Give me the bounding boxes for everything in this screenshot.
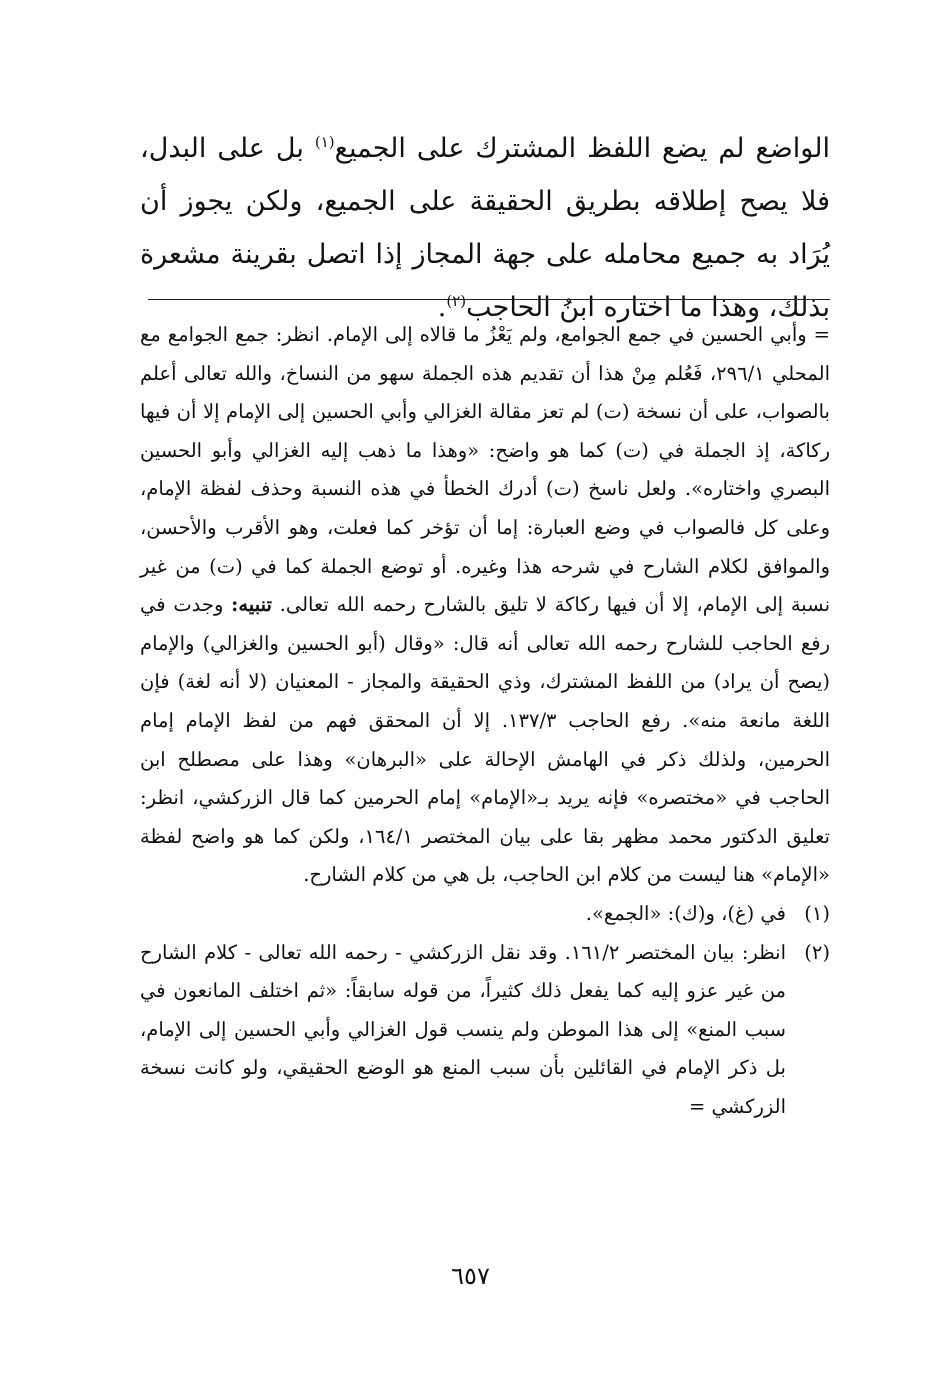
main-paragraph bbox=[140, 122, 830, 334]
footnote-continuation bbox=[140, 316, 830, 895]
footnote-1 bbox=[140, 895, 830, 934]
footnote-separator bbox=[148, 299, 830, 300]
tanbih-text: وجدت في رفع الحاجب للشارح رحمه الله تعالى أنه قال: «وقال (أبو الحسين والغزالي) والإمام (يصح أن يراد) من اللفظ المشترك، وذي الحقيقة والمجاز - المعنيان (لا أنه لغة) فإن اللغة مانعة منه». رفع الحاجب ١٣٧/٣. إلا أن المحقق فهم من لفظ الإمام إمام الحرمين، ولذلك ذكر في الهامش الإحالة على «البرهان» وهذا على مصطلح ابن الحاجب في «مختصره» فإنه يريد بـ«الإمام» إمام الحرمين كما قال الزركشي، انظر: تعليق الدكتور محمد مظهر بقا على بيان المختصر ١٦٤/١، ولكن كما هو واضح لفظة «الإمام» هنا ليست من كلام ابن الحاجب، بل هي من كلام الشارح. bbox=[140, 593, 830, 887]
footnote-2-number: (٢) bbox=[804, 940, 830, 964]
main-text bbox=[140, 122, 830, 334]
page-number: ٦٥٧ bbox=[451, 1262, 490, 1290]
footnote-continuation-text: = وأبي الحسين في جمع الجوامع، ولم يَعْزُ ما قالاه إلى الإمام. انظر: جمع الجوامع مع المحلي ٢٩٦/١، فَعُلم مِنْ هذا أن تقديم هذه الجملة سهو من النساخ، والله تعالى أعلم بالصواب، على أن نسخة (ت) لم تعز مقالة الغزالي وأبي الحسين إلى الإمام إلا أن فيها ركاكة، إذ الجملة في (ت) كما هو واضح: «وهذا ما ذهب إليه الغزالي وأبو الحسين البصري واختاره». ولعل ناسخ (ت) أدرك الخطأ في هذه النسبة وحذف لفظة الإمام، وعلى كل فالصواب في وضع العبارة: إما أن تؤخر كما فعلت، وهو الأقرب والأحسن، والموافق لكلام الشارح في شرحه هذا وغيره. أو توضع الجملة كما في (ت) من غير نسبة إلى الإمام، إلا أن فيها ركاكة لا تليق بالشارح رحمه الله تعالى. bbox=[140, 323, 830, 617]
footnotes-section bbox=[140, 316, 830, 1126]
footnote-ref-2[interactable]: (٢) bbox=[446, 292, 467, 310]
footnote-ref-1[interactable]: (١) bbox=[314, 133, 335, 151]
footnote-2-text: انظر: بيان المختصر ١٦١/٢. وقد نقل الزركشي - رحمه الله تعالى - كلام الشارح من غير عزو إليه كما يفعل ذلك كثيراً، من قوله سابقاً: «ثم اختلف المانعون في سبب المنع» إلى هذا الموطن ولم ينسب قول الغزالي وأبي الحسين إلى الإمام، بل ذكر الإمام في القائلين بأن سبب المنع هو الوضع الحقيقي، ولو كانت نسخة الزركشي = bbox=[140, 940, 786, 1118]
tanbih-label: تنبيه: bbox=[231, 593, 272, 617]
footnote-1-text: في (غ)، و(ك): «الجمع». bbox=[585, 901, 786, 925]
main-text-middle: بل على البدل، فلا يصح إطلاقه بطريق الحقيقة على الجميع، ولكن يجوز أن يُرَاد به جميع محامله على جهة المجاز إذا اتصل بقرينة مشعرة بذلك، وهذا ما اختاره ابنُ الحاجب bbox=[140, 133, 830, 323]
main-text-start: الواضع لم يضع اللفظ المشترك على الجميع bbox=[334, 133, 830, 164]
main-text-end: . bbox=[437, 292, 447, 323]
footnote-2 bbox=[140, 934, 830, 1127]
footnote-1-number: (١) bbox=[804, 901, 830, 925]
